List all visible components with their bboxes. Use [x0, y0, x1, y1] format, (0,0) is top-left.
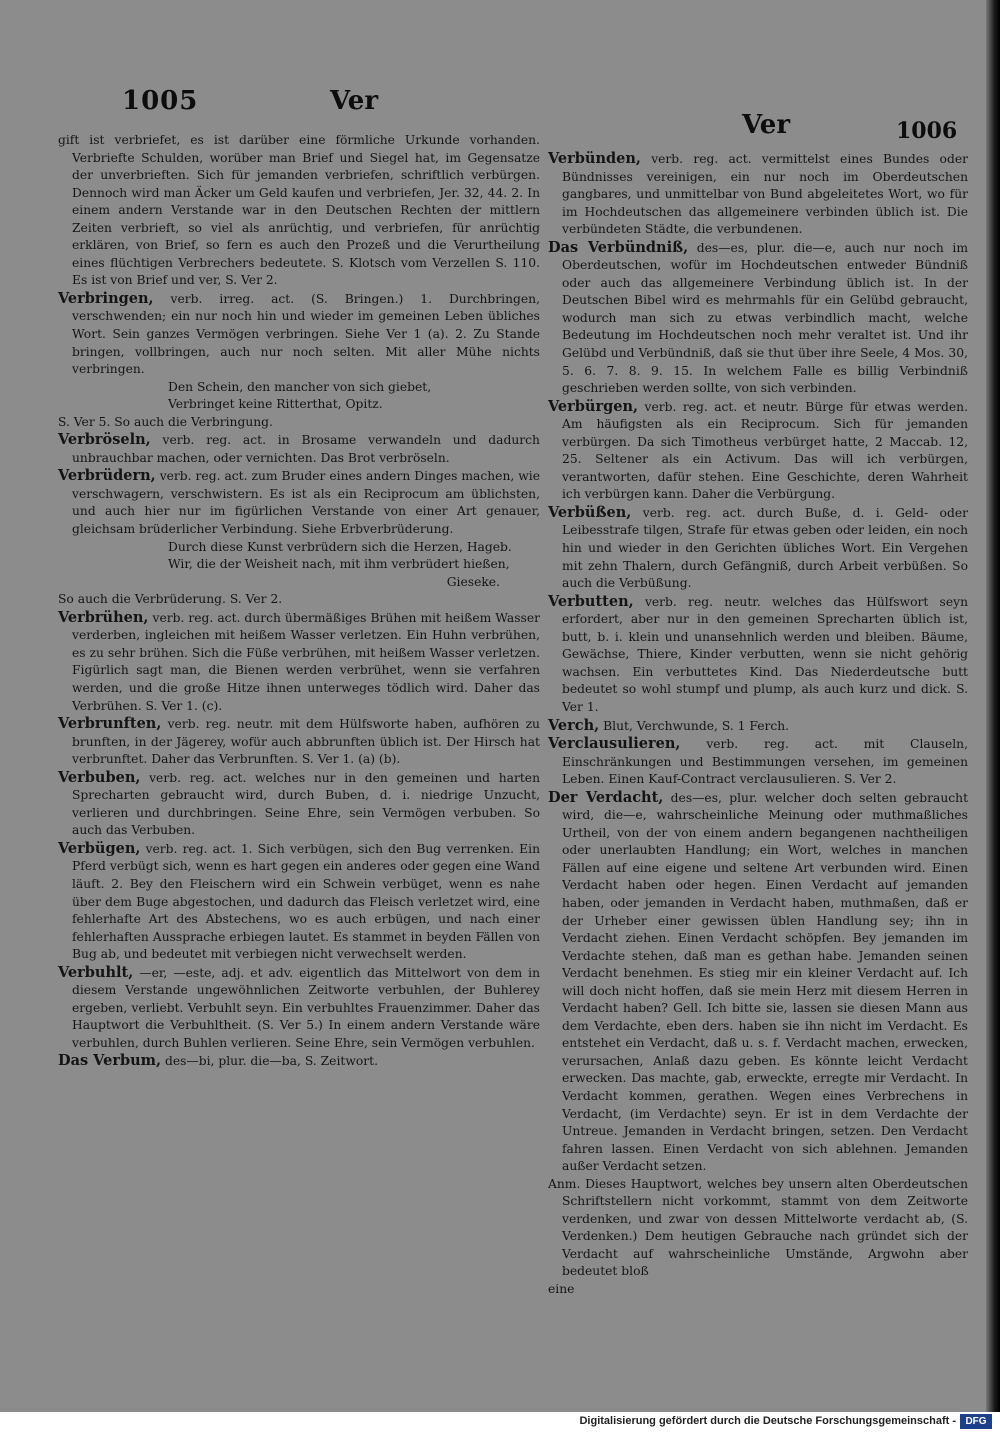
- entry-definition: verb. reg. act. welches nur in den gemeinen und harten Sprecharten gebraucht wird, durch Buben, d. i. niedrige Unzucht, verlieren und durchbringen. Seine Ehre, sein Vermögen verbuben. So auch das Verbuben.: [72, 770, 540, 838]
- entry-definition: verb. reg. neutr. mit dem Hülfsworte haben, aufhören zu brunften, in der Jägerey, wofür auch abbrunften üblich ist. Der Hirsch hat verbrunftet. Daher das Verbrunften. S. Ver 1. (a) (b).: [72, 717, 540, 767]
- dictionary-entry: [548, 593, 968, 717]
- page-edge-shadow: [986, 0, 1000, 1412]
- entry-definition: verb. reg. act. durch übermäßiges Brühen mit heißem Wasser verderben, ingleichen mit heißem Wasser verletzen. Ein Huhn verbrühen, es zu sehr brühen. Sich die Füße verbrühen, mit heißem Wasser verletzen. Figürlich sagt man, die Bienen werden verbrühet, wenn sie verfahren werden, und die große Hitze ihnen unterweges tödlich wird. Daher das Verbrühen. S. Ver 1. (c).: [72, 610, 540, 713]
- page-number-left: 1005: [122, 86, 199, 116]
- entry-definition: eine: [548, 1282, 575, 1296]
- dictionary-entry: [58, 769, 540, 840]
- quote-attribution: Gieseke.: [446, 574, 500, 589]
- entry-definition: verb. reg. act. durch Buße, d. i. Geld- oder Leibesstrafe tilgen, Strafe für etwas geben oder leiden, ein noch hin und wieder in den Gerichten übliches Wort. Ein Vergehen mit zehn Thalern, durch Gefängniß, durch Arbeit verbüßen. So auch die Verbüßung.: [562, 505, 968, 591]
- entry-definition: verb. irreg. act. (S. Bringen.) 1. Durchbringen, verschwenden; ein nur noch hin und wieder im gemeinen Leben übliches Wort. Sein ganzes Vermögen verbringen. Siehe Ver 1 (a). 2. Zu Stande bringen, vollbringen, auch nur noch selten. Mit aller Mühe nichts verbringen.: [72, 291, 540, 377]
- entry-headword: Verbuben,: [58, 768, 141, 786]
- quote-line: Den Schein, den mancher von sich giebet,: [168, 379, 432, 394]
- dictionary-entry: [58, 840, 540, 964]
- running-headword-right: Ver: [742, 110, 791, 140]
- dictionary-entry: [58, 414, 540, 432]
- entry-headword: Das Verbum,: [58, 1052, 162, 1070]
- entry-headword: Verbrunften,: [58, 715, 162, 733]
- page-number-right: 1006: [896, 118, 958, 144]
- entry-definition: verb. reg. act. 1. Sich verbügen, sich den Bug verrenken. Ein Pferd verbügt sich, wenn es hart gegen ein anderes oder gegen eine Wand läuft. 2. Bey den Fleischern wird ein Schwein verbüget, wenn es nahe über dem Buge abgestochen, und dadurch das Fleisch verletzet wird, eine fehlerhafte Art des Abstechens, wo es auch erbügen, und nach einer fehlerhaften Aussprache erbiegen lautet. Es stammet in beyden Fällen von Bug ab, und bedeutet mit verbiegen nicht verwechselt werden.: [72, 841, 540, 962]
- entry-headword: Verbünden,: [548, 150, 641, 167]
- entry-definition: verb. reg. act. zum Bruder eines andern Dinges machen, wie verschwagern, verschwistern. Es ist als ein Reciprocum am üblichsten, und auch hier nur im figürlichen Verstande von einer Art genauer, gleichsam brüderlicher Verbindung. Siehe Erbverbrüderung.: [72, 469, 540, 537]
- entry-definition: So auch die Verbrüderung. S. Ver 2.: [58, 592, 283, 607]
- dfg-logo: DFG: [960, 1414, 992, 1429]
- funding-notice: Digitalisierung gefördert durch die Deutsche Forschungsgemeinschaft -: [579, 1415, 956, 1427]
- dictionary-entry: [548, 1281, 968, 1299]
- entry-headword: Verbutten,: [548, 592, 634, 610]
- entry-definition: verb. reg. neutr. welches das Hülfswort seyn erfordert, aber nur in den gemeinen Sprecharten üblich ist, butt, b. i. klein und unansehnlich werden und bleiben. Bäume, Gewächse, Thiere, Kinder verbutten, wenn sie nicht gehörig wachsen. Ein verbuttetes Kind. Das Niederdeutsche butt bedeutet so wohl stumpf und plump, als auch kurz und dick. S. Ver 1.: [562, 594, 968, 714]
- entry-definition: —er, —este, adj. et adv. eigentlich das Mittelwort von dem in diesem Verstande ungewöhnlichen Zeitworte verbuhlen, der Buhlerey ergeben, verliebt. Verbuhlt seyn. Ein verbuhltes Frauenzimmer. Daher das Hauptwort die Verbuhltheit. (S. Ver 5.) In einem andern Verstande wäre verbuhlen, durch Buhlen verlieren. Seine Ehre, sein Vermögen verbuhlen.: [72, 965, 540, 1050]
- dictionary-entry: [548, 398, 968, 504]
- right-column: [548, 150, 968, 1299]
- entry-definition: verb. reg. act. in Brosame verwandeln und dadurch unbrauchbar machen, oder vernichten. Das Brot verbröseln.: [72, 433, 540, 465]
- entry-definition: verb. reg. act. et neutr. Bürge für etwas werden. Am häufigsten als ein Reciprocum. Sich für jemanden verbürgen. Da sich Timotheus verbürget hatte, 2 Maccab. 12, 25. Seltener als ein Activum. Das will ich verbürgen, verantworten, dafür stehen. Eine Geschichte, deren Wahrheit ich verbürgen kann. Daher die Verbürgung.: [562, 399, 969, 502]
- entry-headword: Verclausulieren,: [548, 735, 681, 753]
- entry-headword: Verbringen,: [58, 289, 154, 307]
- dictionary-entry: [548, 504, 968, 593]
- dictionary-entry: [548, 789, 968, 1176]
- dictionary-entry: [548, 239, 968, 398]
- dictionary-entry: [58, 1052, 540, 1071]
- dictionary-entry: [58, 290, 540, 379]
- quote-line: Verbringet keine Ritterthat, Opitz.: [168, 397, 383, 412]
- entry-headword: Verch,: [548, 716, 600, 734]
- quote-line: Wir, die der Weisheit nach, mit ihm verbrüdert hießen,: [168, 557, 510, 572]
- entry-headword: Verbuhlt,: [58, 963, 134, 981]
- dictionary-entry: [58, 609, 540, 715]
- dictionary-entry: [58, 964, 540, 1053]
- entry-headword: Verbrühen,: [58, 608, 149, 626]
- entry-definition: des—bi, plur. die—ba, S. Zeitwort.: [164, 1054, 378, 1069]
- entry-headword: Verbröseln,: [58, 431, 151, 449]
- footer-bar: [0, 1412, 1000, 1432]
- dictionary-entry: [548, 717, 968, 736]
- left-column: [58, 132, 540, 1071]
- running-headword-left: Ver: [330, 86, 379, 116]
- entry-definition: verb. reg. act. mit Clauseln, Einschränkungen und Bestimmungen versehen, im gemeinen Leben. Einen Kauf-Contract verclausulieren. S. Ver 2.: [562, 737, 968, 787]
- dictionary-entry: [548, 150, 968, 239]
- entry-headword: Verbrüdern,: [58, 467, 156, 485]
- entry-definition: verb. reg. act. vermittelst eines Bundes oder Bündnisses vereinigen, ein nur noch im Oberdeutschen gangbares, und unmittelbar von Bund abgeleitetes Wort, wo für im Hochdeutschen das allgemeinere verbinden üblich ist. Die verbündeten Städte, die verbundenen.: [562, 152, 968, 237]
- quote-line: Durch diese Kunst verbrüdern sich die Herzen, Hageb.: [168, 539, 512, 554]
- entry-headword: Verbügen,: [58, 839, 141, 857]
- entry-headword: Das Verbündniß,: [548, 238, 689, 256]
- entry-definition: S. Ver 5. So auch die Verbringung.: [58, 414, 273, 429]
- dictionary-entry: [58, 467, 540, 538]
- entry-definition: des—es, plur. welcher doch selten gebraucht wird, die—e, wahrscheinliche Meinung oder muthmaßliches Urtheil, von der von einem andern begangenen nachtheiligen oder unerlaubten Handlung; ein Wort, welches in manchen Fällen auf eine eigene und seltene Art verbunden wird. Einen Verdacht haben oder hegen. Einen Verdacht auf jemanden haben, oder jemanden in Verdacht haben, muthmaßen, daß er der Urheber einer gewissen üblen Handlung sey; ihn in Verdacht ziehen. Einen Verdacht schöpfen. Bey jemanden im Verdachte stehen, daß man es gethan habe. Jemanden seinen Verdacht benehmen. Es stieg mir ein kleiner Verdacht auf. Ich will doch nicht hoffen, daß sie mein Herz mit diesem Herren in Verdacht haben? Gell. Ich bitte sie, lassen sie diesen Mann aus dem Verdachte, eben ders. haben sie ihn nicht im Verdacht. Es entstehet ein Verdacht, daß u. s. f. Verdacht machen, erwecken, verursachen, Anlaß dazu geben. Es könnte leicht Verdacht erwecken. Das machte, gab, erweckte, erregte mir Verdacht. In Verdacht kommen, gerathen. Wegen eines Verbrechens in Verdacht, (im Verdachte) seyn. Er ist in dem Verdachte der Untreue. Jemanden in Verdacht bringen, setzen. Den Verdacht fahren lassen. Einen Verdacht von sich ablehnen. Jemanden außer Verdacht setzen.: [562, 790, 969, 1174]
- entry-definition: des—es, plur. die—e, auch nur noch im Oberdeutschen, wofür im Hochdeutschen entweder Bündniß oder auch das allgemeinere Verbindung üblich ist. In der Deutschen Bibel wird es mehrmahls für ein Gelübd gebraucht, wodurch man sich zu etwas verbindlich macht, welche Bedeutung im Hochdeutschen noch mehr veraltet ist. Und ihr Gelübd und Verbündniß, daß sie thut über ihre Seele, 4 Mos. 30, 5. 6. 7. 8. 9. 15. In welchem Falle es billig Verbindniß geschrieben werden sollte, von sich verbinden.: [562, 240, 968, 396]
- entry-definition: Anm. Dieses Hauptwort, welches bey unsern alten Oberdeutschen Schriftstellern nicht vorkommt, stammt von dem Zeitworte verdenken, und zwar von dessen Mittelworte verdacht ab, (S. Verdenken.) Dem heutigen Gebrauche nach gründet sich der Verdacht auf wahrscheinliche Umstände, Argwohn aber bedeutet bloß: [548, 1176, 968, 1279]
- dictionary-entry: [58, 431, 540, 467]
- dictionary-entry: [548, 735, 968, 789]
- entry-definition: Blut, Verchwunde, S. 1 Ferch.: [603, 718, 790, 733]
- entry-definition: gift ist verbriefet, es ist darüber eine förmliche Urkunde vorhanden. Verbriefte Schulden, worüber man Brief und Siegel hat, im Gegensatze der unverbrieften. Sich für jemanden verbriefen, schriftlich verbürgen. Dennoch wird man Äcker um Geld kaufen und verbriefen, Jer. 32, 44. 2. In einem andern Verstande war in den Deutschen Rechten der mittlern Zeiten verbrieft, so viel als anrüchtig, und verbriefen, für anrüchtig erklären, von Brief, so fern es auch den Prozeß und die Verurtheilung eines flüchtigen Verbrechers bedeutete. S. Klotsch vom Verzellen S. 110. Es ist von Brief und ver, S. Ver 2.: [58, 133, 540, 288]
- entry-headword: Der Verdacht,: [548, 788, 664, 806]
- dictionary-entry: [58, 132, 540, 290]
- entry-headword: Verbürgen,: [548, 397, 639, 415]
- dictionary-entry: [58, 591, 540, 609]
- entry-headword: Verbüßen,: [548, 503, 632, 521]
- dictionary-entry: [548, 1176, 968, 1281]
- dictionary-entry: [58, 715, 540, 769]
